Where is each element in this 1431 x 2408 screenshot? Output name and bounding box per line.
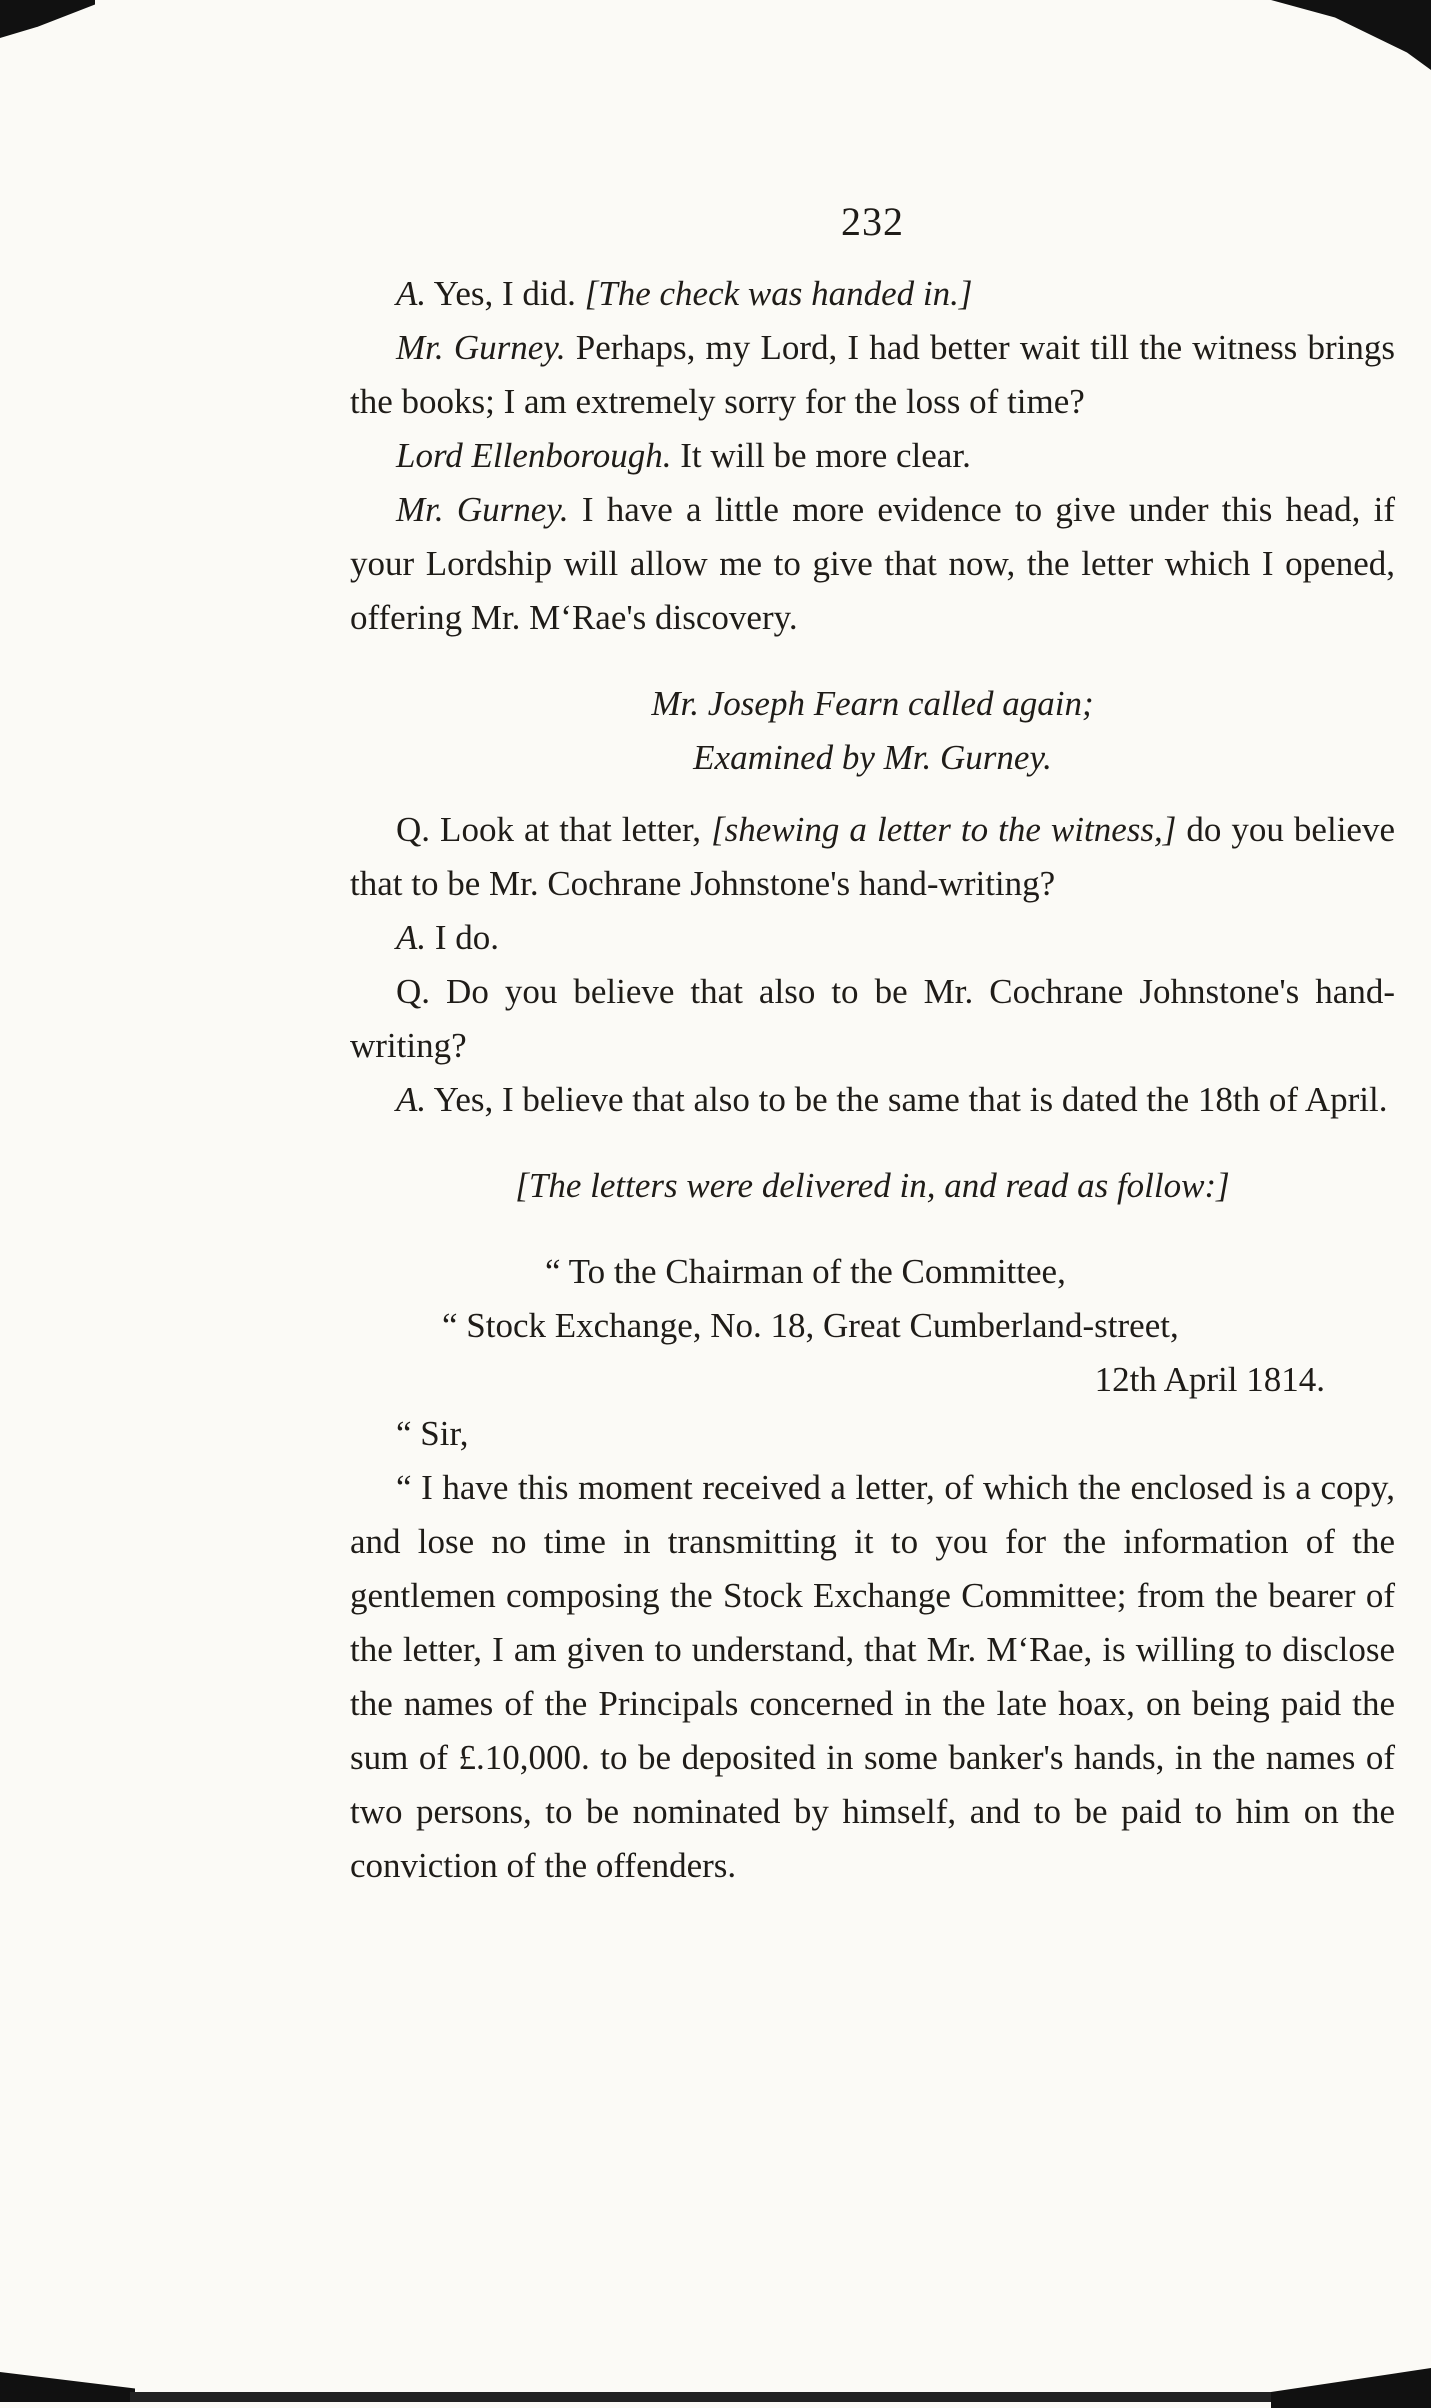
letter-body: “ I have this moment received a letter, of which the enclosed is a copy, and lose no time in transmitting it to you for the information of the gentlemen composing the Stock Exchange Committee; from the bearer of the letter, I am given to understand, that Mr. M‘Rae, is willing to disclose the names of the Principals concerned in the late hoax, on being paid the sum of £.10,000. to be deposited in some banker's hands, in the names of two persons, to be nominated by himself, and to be paid to him on the conviction of the offenders. [350,1468,1395,1885]
speaker: Lord Ellenborough. [396,436,672,475]
answer-paragraph: A. Yes, I believe that also to be the same that is dated the 18th of April. [396,1080,1388,1119]
page-number: 232 [841,199,904,244]
section-heading: [The letters were delivered in, and read as follow:] [515,1166,1230,1205]
letter-address-line: “ To the Chairman of the Committee, [545,1252,1066,1291]
letter-salutation: “ Sir, [396,1414,469,1453]
speech-paragraph: Mr. Gurney. I have a little more evidence to give under this head, if your Lordship will allow me to give that now, the letter which I opened, offering Mr. M‘Rae's discovery. [350,490,1395,637]
scan-edge-top-right [1271,0,1431,70]
speaker: Q. [396,972,431,1011]
answer-paragraph: A. I do. [396,918,500,957]
speech-paragraph: Lord Ellenborough. It will be more clear. [396,436,971,475]
speaker: Q. [396,810,431,849]
scan-edge-top-left [0,0,95,38]
speaker: A. [396,274,427,313]
answer-line: A. Yes, I did. [The check was handed in.] [396,274,973,313]
question-paragraph: Q. Look at that letter, [shewing a letter to the witness,] do you believe that to be Mr. Cochrane Johnstone's hand-writing? [350,810,1395,903]
section-subheading: Examined by Mr. Gurney. [693,738,1052,777]
speaker: Mr. Gurney. [396,490,569,529]
section-heading: Mr. Joseph Fearn called again; [651,684,1094,723]
letter-address-line: “ Stock Exchange, No. 18, Great Cumberland-street, [442,1306,1179,1345]
stage-note: [shewing a letter to the witness,] [711,810,1177,849]
stage-note: [The check was handed in.] [584,274,973,313]
scan-edge-bottom [0,2366,1431,2408]
letter-date: 12th April 1814. [1094,1360,1325,1399]
speaker: A. [396,918,427,957]
speech-paragraph: Mr. Gurney. Perhaps, my Lord, I had better wait till the witness brings the books; I am extremely sorry for the loss of time? [350,328,1395,421]
question-paragraph: Q. Do you believe that also to be Mr. Cochrane Johnstone's hand-writing? [350,972,1395,1065]
speaker: Mr. Gurney. [396,328,566,367]
page-text [350,195,1395,1893]
speaker: A. [396,1080,427,1119]
